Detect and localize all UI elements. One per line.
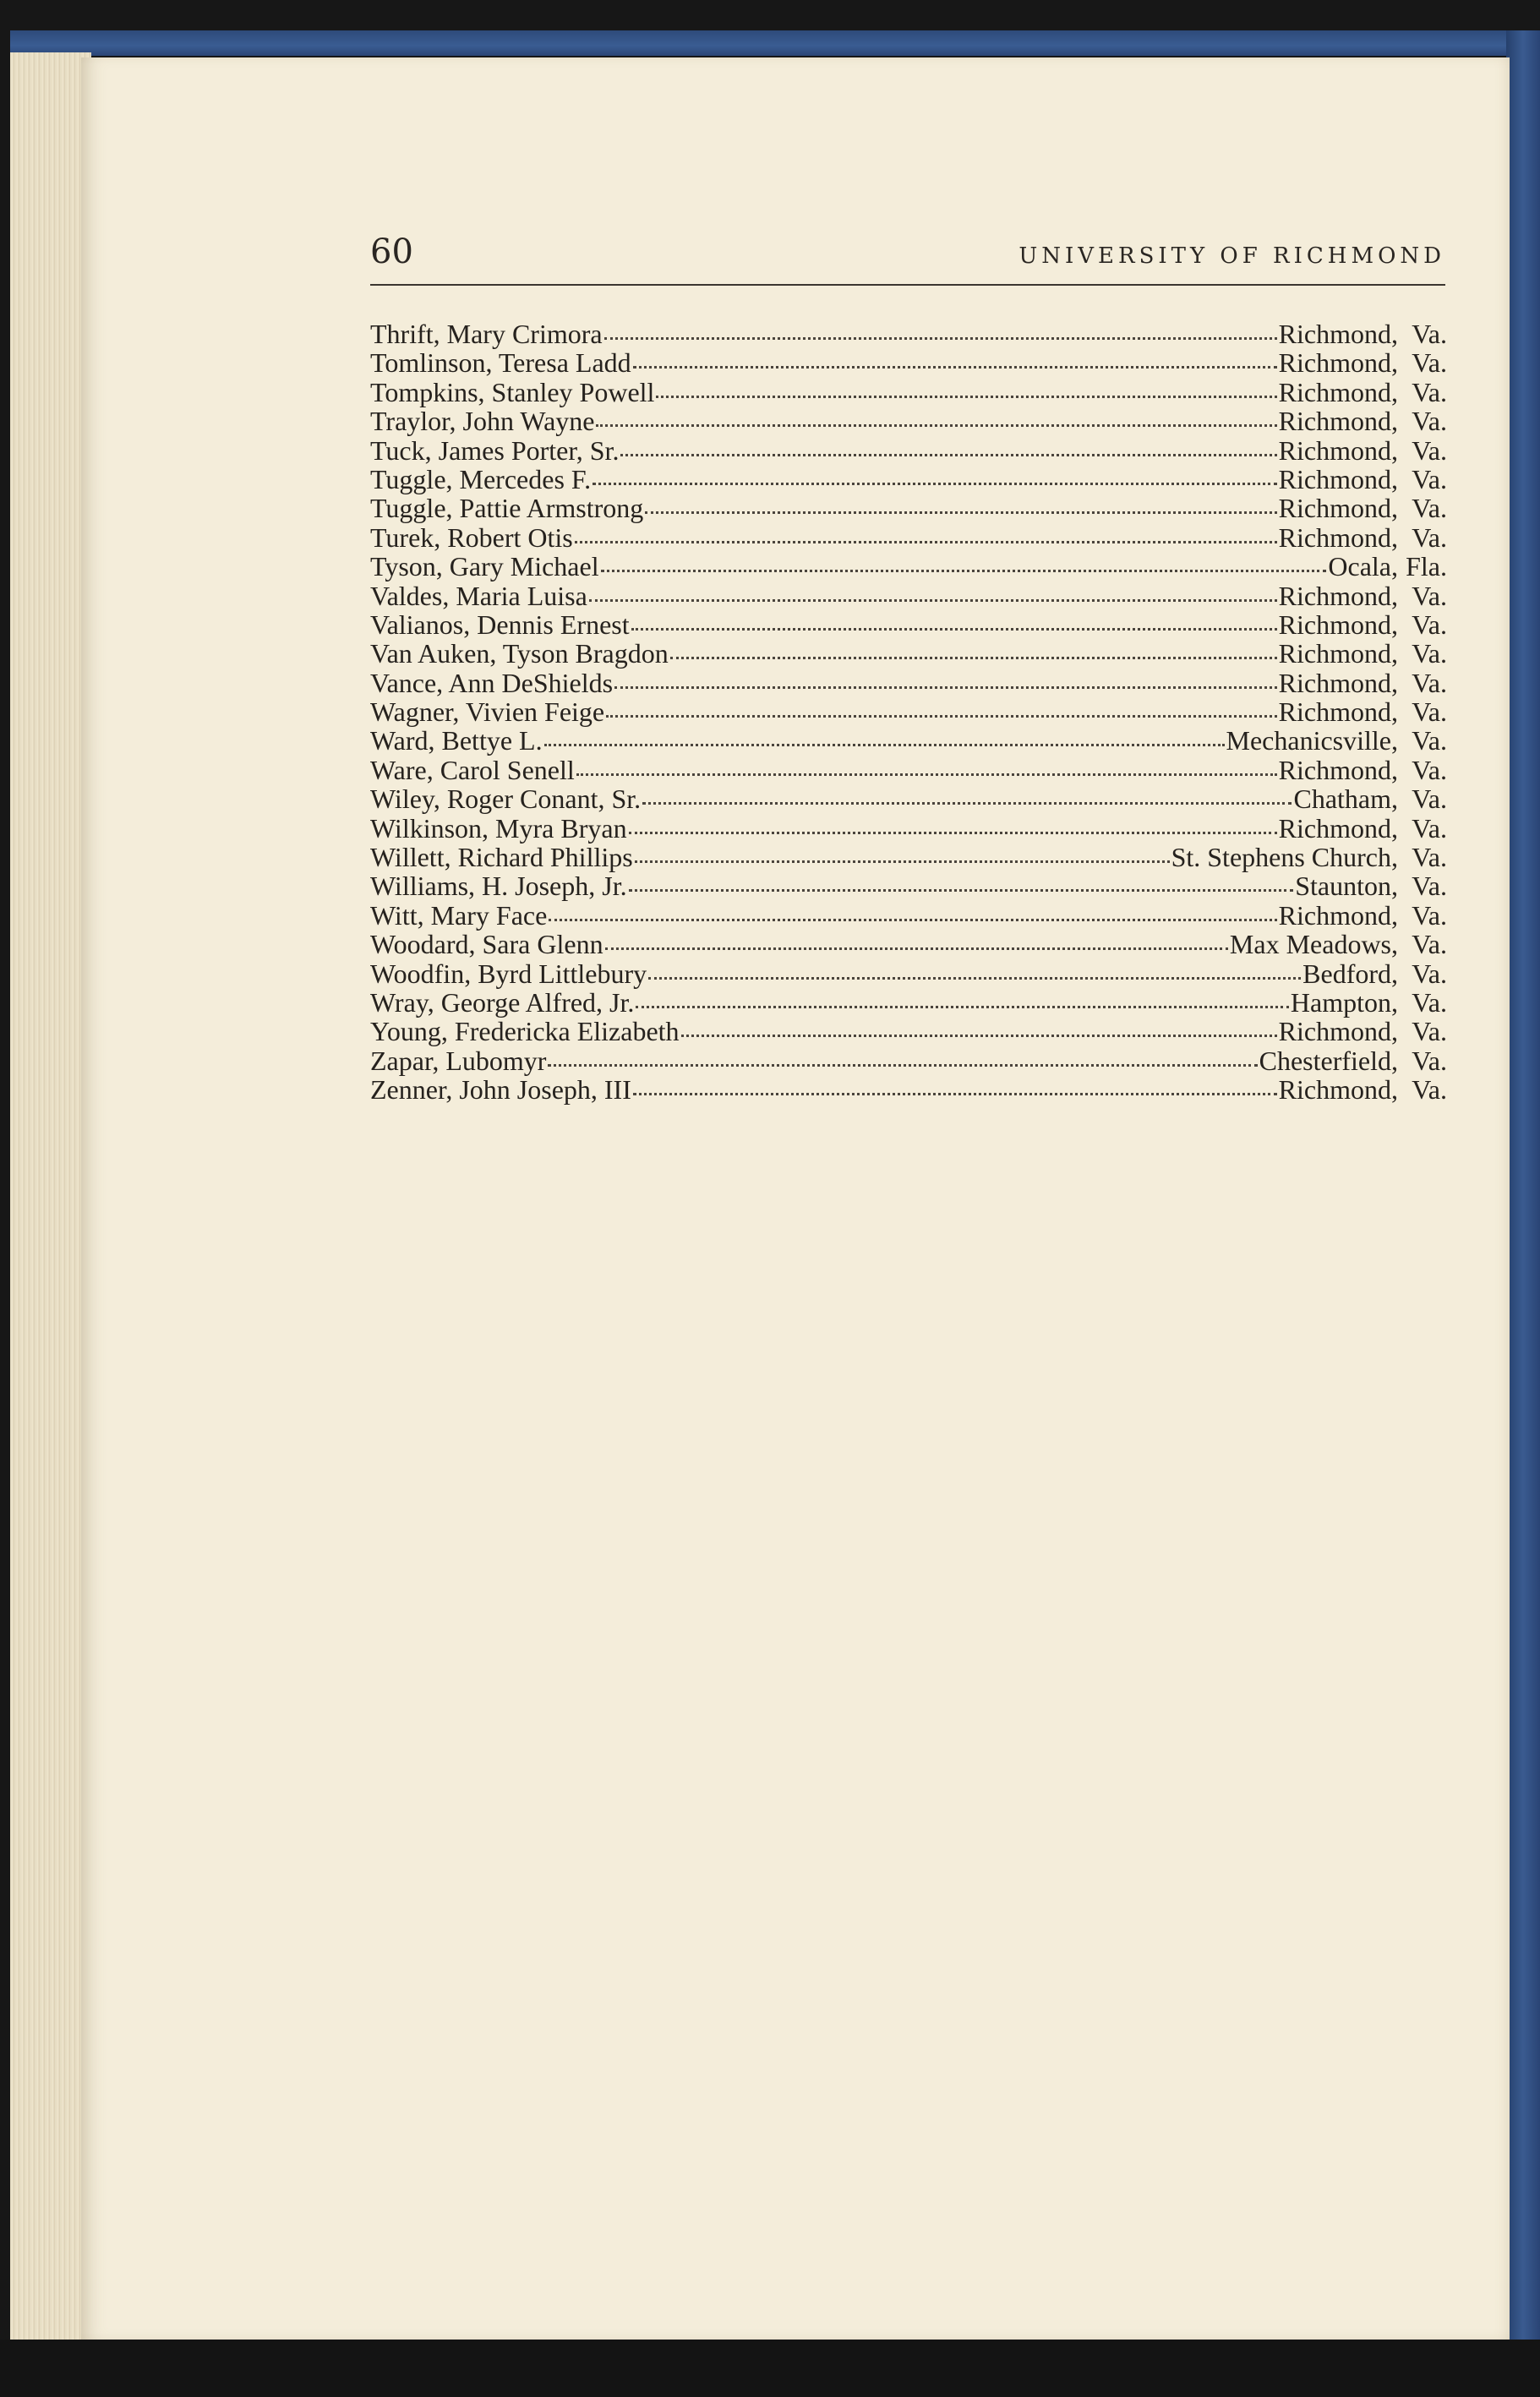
- entry-name: Thrift, Mary Crimora: [370, 319, 603, 349]
- entry-town: Richmond,: [1278, 319, 1398, 349]
- dot-leader: [544, 744, 1225, 746]
- entry-state: Va.: [1412, 754, 1447, 785]
- entry-state: Va.: [1412, 1016, 1447, 1047]
- entry-town: Richmond,: [1278, 812, 1398, 844]
- entry-state: Va.: [1412, 929, 1447, 960]
- entry-town: Richmond,: [1278, 493, 1398, 524]
- dot-leader: [681, 1035, 1277, 1037]
- entry-name: Wray, George Alfred, Jr.: [370, 986, 635, 1018]
- entry-town: Richmond,: [1278, 638, 1398, 669]
- directory-entry: [370, 348, 1447, 377]
- book-cover-top-edge: [10, 30, 1540, 56]
- directory-entry: [370, 378, 1447, 407]
- entry-location: [1279, 348, 1447, 377]
- entry-town: Richmond,: [1278, 406, 1398, 437]
- entry-location: [1279, 814, 1447, 843]
- entry-name: Tomlinson, Teresa Ladd: [370, 347, 631, 379]
- entry-state: Va.: [1412, 463, 1447, 494]
- entry-town: Richmond,: [1278, 1016, 1398, 1047]
- entry-town: Richmond,: [1278, 521, 1398, 553]
- directory-entry: [370, 669, 1447, 697]
- entry-name: Young, Fredericka Elizabeth: [370, 1016, 680, 1047]
- entry-town: Staunton,: [1295, 871, 1398, 902]
- scan-bottom-border: [0, 2340, 1540, 2397]
- entry-name: Vance, Ann DeShields: [370, 667, 614, 698]
- entry-name: Witt, Mary Face: [370, 899, 548, 931]
- page-number: 60: [370, 232, 413, 271]
- entry-location: [1279, 319, 1447, 348]
- entry-name: Turek, Robert Otis: [370, 521, 573, 553]
- entry-state: Va.: [1412, 376, 1447, 407]
- entry-state: Va.: [1412, 871, 1447, 902]
- entry-location: [1293, 784, 1447, 813]
- directory-entry: [370, 465, 1447, 494]
- entry-name: Ware, Carol Senell: [370, 754, 575, 785]
- entry-name: Van Auken, Tyson Bragdon: [370, 638, 669, 669]
- entry-location: [1259, 1046, 1447, 1075]
- entry-state: Va.: [1412, 638, 1447, 669]
- dot-leader: [548, 1064, 1257, 1067]
- entry-name: Williams, H. Joseph, Jr.: [370, 871, 627, 902]
- directory-entry: [370, 610, 1447, 639]
- entry-name: Zapar, Lubomyr: [370, 1045, 547, 1076]
- entry-name: Ward, Bettye L.: [370, 725, 543, 756]
- entry-town: Richmond,: [1278, 609, 1398, 640]
- dot-leader: [656, 396, 1276, 398]
- directory-entry: [370, 871, 1447, 900]
- running-head: UNIVERSITY OF RICHMOND: [1018, 243, 1445, 269]
- entry-name: Tompkins, Stanley Powell: [370, 376, 655, 407]
- directory-entry: [370, 843, 1447, 871]
- entry-name: Willett, Richard Phillips: [370, 842, 633, 873]
- entry-name: Woodard, Sara Glenn: [370, 929, 603, 960]
- entry-state: Fla.: [1406, 551, 1447, 582]
- entry-location: [1328, 552, 1447, 581]
- entry-location: [1279, 465, 1447, 494]
- dot-leader: [606, 715, 1277, 718]
- directory-entry: [370, 582, 1447, 610]
- entry-location: [1279, 494, 1447, 522]
- entry-state: Va.: [1412, 1045, 1447, 1076]
- entry-name: Tuggle, Mercedes F.: [370, 463, 592, 494]
- dot-leader: [645, 511, 1276, 514]
- header-rule: [370, 284, 1445, 286]
- entry-state: Va.: [1412, 667, 1447, 698]
- entry-location: [1295, 871, 1447, 900]
- entry-name: Zenner, John Joseph, III: [370, 1074, 631, 1106]
- entry-state: Va.: [1412, 521, 1447, 553]
- entry-name: Traylor, John Wayne: [370, 406, 595, 437]
- entry-town: Bedford,: [1302, 958, 1398, 989]
- dot-leader: [576, 773, 1277, 776]
- entry-town: Richmond,: [1278, 899, 1398, 931]
- dot-leader: [614, 686, 1277, 689]
- entry-town: Richmond,: [1278, 434, 1398, 466]
- entry-state: Va.: [1412, 986, 1447, 1018]
- dot-leader: [629, 832, 1277, 834]
- entry-name: Wilkinson, Myra Bryan: [370, 812, 627, 844]
- entry-state: Va.: [1412, 347, 1447, 379]
- entry-town: Richmond,: [1278, 1074, 1398, 1106]
- directory-entry: [370, 407, 1447, 435]
- dot-leader: [620, 454, 1276, 456]
- entry-name: Valdes, Maria Luisa: [370, 580, 587, 611]
- directory-entry: [370, 784, 1447, 813]
- dot-leader: [633, 1093, 1277, 1095]
- directory-entry: [370, 814, 1447, 843]
- entry-state: Va.: [1412, 958, 1447, 989]
- entry-name: Tuggle, Pattie Armstrong: [370, 493, 644, 524]
- dot-leader: [648, 977, 1301, 980]
- directory-entry: [370, 697, 1447, 726]
- entry-town: Richmond,: [1278, 754, 1398, 785]
- dot-leader: [549, 919, 1276, 921]
- dot-leader: [635, 860, 1170, 863]
- entry-town: Richmond,: [1278, 347, 1398, 379]
- entry-state: Va.: [1412, 696, 1447, 728]
- entry-state: Va.: [1412, 725, 1447, 756]
- entry-state: Va.: [1412, 319, 1447, 349]
- entry-location: [1230, 930, 1447, 958]
- directory-entry: [370, 639, 1447, 668]
- entry-town: Richmond,: [1278, 580, 1398, 611]
- entry-state: Va.: [1412, 406, 1447, 437]
- entry-location: [1279, 1075, 1447, 1104]
- book-cover-right-edge: [1506, 30, 1540, 2346]
- entry-location: [1279, 436, 1447, 465]
- entry-location: [1279, 669, 1447, 697]
- entry-name: Wiley, Roger Conant, Sr.: [370, 784, 642, 815]
- dot-leader: [589, 599, 1277, 602]
- dot-leader: [593, 483, 1277, 485]
- directory-entry: [370, 726, 1447, 755]
- entry-name: Tuck, James Porter, Sr.: [370, 434, 620, 466]
- entry-town: Richmond,: [1278, 376, 1398, 407]
- dot-leader: [631, 628, 1277, 631]
- entry-town: Chatham,: [1293, 784, 1398, 815]
- entry-town: Richmond,: [1278, 696, 1398, 728]
- directory-entry: [370, 901, 1447, 930]
- directory-entry: [370, 756, 1447, 784]
- entry-location: [1302, 959, 1447, 988]
- entry-name: Wagner, Vivien Feige: [370, 696, 605, 728]
- entry-state: Va.: [1412, 493, 1447, 524]
- entry-state: Va.: [1412, 784, 1447, 815]
- entry-name: Valianos, Dennis Ernest: [370, 609, 630, 640]
- entry-state: Va.: [1412, 609, 1447, 640]
- entry-location: [1279, 582, 1447, 610]
- dot-leader: [633, 366, 1277, 369]
- entry-location: [1171, 843, 1447, 871]
- directory-entry: [370, 930, 1447, 958]
- entry-location: [1279, 610, 1447, 639]
- entry-town: Ocala,: [1328, 551, 1398, 582]
- dot-leader: [629, 889, 1294, 892]
- entry-town: Max Meadows,: [1229, 929, 1398, 960]
- entry-town: St. Stephens Church,: [1171, 842, 1398, 873]
- directory-entry: [370, 523, 1447, 552]
- entry-location: [1279, 756, 1447, 784]
- entry-location: [1279, 697, 1447, 726]
- entry-state: Va.: [1412, 812, 1447, 844]
- entry-location: [1279, 523, 1447, 552]
- directory-entry: [370, 552, 1447, 581]
- directory-entry: [370, 1046, 1447, 1075]
- directory-entry: [370, 1075, 1447, 1104]
- entry-name: Woodfin, Byrd Littlebury: [370, 958, 647, 989]
- entry-town: Chesterfield,: [1259, 1045, 1398, 1076]
- entry-town: Richmond,: [1278, 667, 1398, 698]
- dot-leader: [605, 947, 1228, 950]
- dot-leader: [575, 541, 1277, 543]
- dot-leader: [670, 657, 1277, 659]
- directory-entry: [370, 988, 1447, 1017]
- entry-town: Richmond,: [1278, 463, 1398, 494]
- entry-town: Hampton,: [1290, 986, 1398, 1018]
- entry-location: [1279, 901, 1447, 930]
- entry-state: Va.: [1412, 899, 1447, 931]
- directory-entry: [370, 1017, 1447, 1046]
- dot-leader: [601, 570, 1327, 572]
- entry-state: Va.: [1412, 842, 1447, 873]
- dot-leader: [596, 424, 1276, 427]
- entry-state: Va.: [1412, 1074, 1447, 1106]
- entry-state: Va.: [1412, 580, 1447, 611]
- directory-entry: [370, 959, 1447, 988]
- entry-location: [1226, 726, 1447, 755]
- page-stack-edge: [10, 52, 91, 2345]
- directory-list: [370, 319, 1447, 1105]
- entry-state: Va.: [1412, 434, 1447, 466]
- entry-location: [1279, 1017, 1447, 1046]
- dot-leader: [604, 337, 1277, 340]
- dot-leader: [642, 802, 1292, 805]
- entry-location: [1279, 378, 1447, 407]
- entry-town: Mechanicsville,: [1226, 725, 1398, 756]
- entry-name: Tyson, Gary Michael: [370, 551, 599, 582]
- dot-leader: [636, 1006, 1289, 1008]
- directory-entry: [370, 494, 1447, 522]
- entry-location: [1279, 639, 1447, 668]
- directory-entry: [370, 436, 1447, 465]
- entry-location: [1291, 988, 1447, 1017]
- entry-location: [1279, 407, 1447, 435]
- directory-entry: [370, 319, 1447, 348]
